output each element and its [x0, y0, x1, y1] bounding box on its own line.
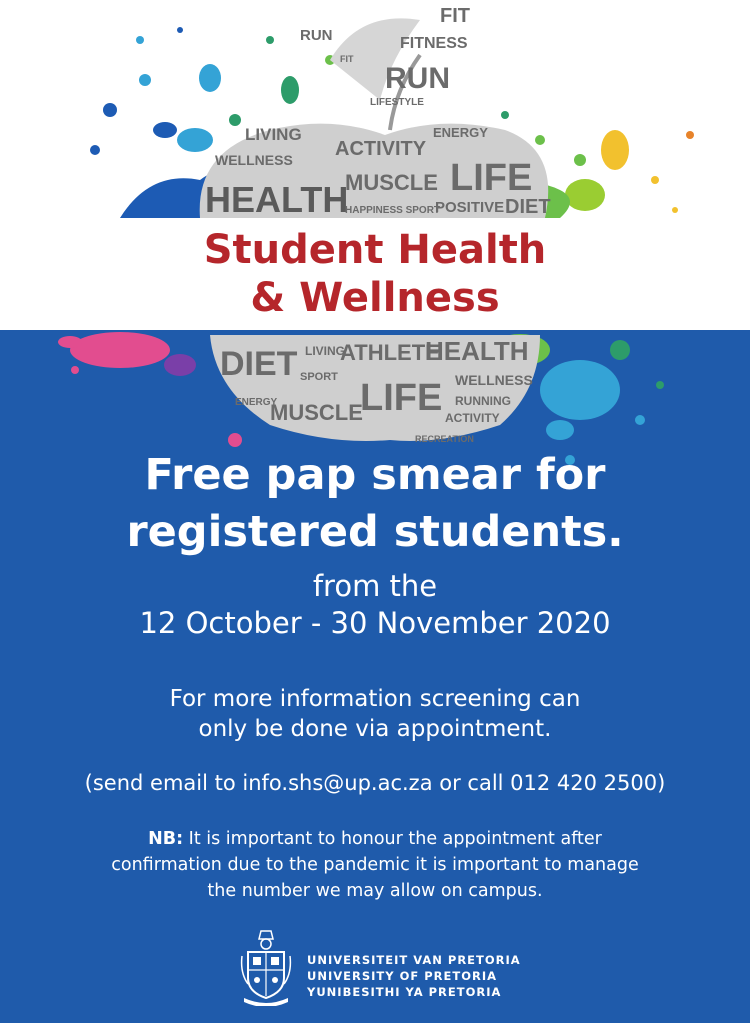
svg-text:SPORT: SPORT	[300, 371, 338, 383]
svg-text:RUN: RUN	[385, 62, 450, 95]
svg-text:FITNESS: FITNESS	[400, 35, 468, 52]
svg-text:POSITIVE: POSITIVE	[435, 199, 505, 216]
svg-text:ENERGY: ENERGY	[433, 125, 488, 140]
svg-text:FIT: FIT	[440, 5, 470, 27]
university-crest-icon	[240, 928, 292, 1006]
svg-text:ATHLETE: ATHLETE	[340, 340, 440, 365]
svg-text:ACTIVITY: ACTIVITY	[335, 138, 427, 160]
apple-word-cloud-lower	[210, 335, 540, 444]
svg-text:RECREATION: RECREATION	[415, 434, 474, 444]
svg-text:FIT: FIT	[340, 54, 354, 64]
paint-splash-word-cloud-bottom	[0, 330, 750, 470]
university-name-english: UNIVERSITY OF PRETORIA	[307, 969, 498, 983]
info-panel	[0, 330, 750, 1023]
svg-text:HEALTH: HEALTH	[205, 179, 349, 220]
nb-notice	[95, 826, 655, 904]
svg-text:RUNNING: RUNNING	[455, 394, 511, 408]
svg-text:LIFE: LIFE	[450, 157, 533, 199]
svg-text:LIVING: LIVING	[245, 125, 302, 144]
svg-text:DIET: DIET	[220, 345, 298, 383]
svg-text:HAPPINESS SPORT: HAPPINESS SPORT	[345, 205, 441, 216]
title-line-2: & Wellness	[250, 275, 500, 321]
svg-text:WELLNESS: WELLNESS	[215, 152, 293, 168]
contact-line: (send email to info.shs@up.ac.za or call 012 420 2500)	[84, 771, 666, 795]
university-name-sepedi: YUNIBESITHI YA PRETORIA	[307, 985, 502, 999]
header-banner	[0, 0, 750, 330]
svg-text:LIFE: LIFE	[360, 377, 443, 419]
headline-line-1: Free pap smear for	[144, 450, 606, 500]
from-label: from the	[312, 569, 438, 603]
title-line-1: Student Health	[203, 227, 547, 273]
nb-text: It is important to honour the appointment after confirmation due to the pandemic it is important to manage the number we may allow on campus.	[111, 829, 639, 901]
info-line-2: only be done via appointment.	[198, 716, 552, 742]
apple-word-cloud	[200, 5, 551, 220]
date-range: 12 October - 30 November 2020	[139, 606, 611, 640]
svg-text:HEALTH: HEALTH	[425, 336, 529, 366]
svg-text:LIVING: LIVING	[305, 344, 346, 358]
svg-text:ENERGY: ENERGY	[235, 397, 278, 408]
nb-label: NB:	[148, 829, 184, 849]
svg-text:RUN: RUN	[300, 27, 333, 44]
info-line-1: For more information screening can	[169, 686, 581, 712]
headline-line-2: registered students.	[126, 507, 624, 557]
svg-text:WELLNESS: WELLNESS	[455, 372, 533, 388]
svg-text:ACTIVITY: ACTIVITY	[445, 411, 500, 425]
svg-text:DIET: DIET	[505, 196, 551, 218]
svg-text:LIFESTYLE: LIFESTYLE	[370, 97, 424, 108]
svg-text:MUSCLE: MUSCLE	[270, 400, 363, 425]
university-name-afrikaans: UNIVERSITEIT VAN PRETORIA	[307, 953, 521, 967]
svg-text:MUSCLE: MUSCLE	[345, 170, 438, 195]
